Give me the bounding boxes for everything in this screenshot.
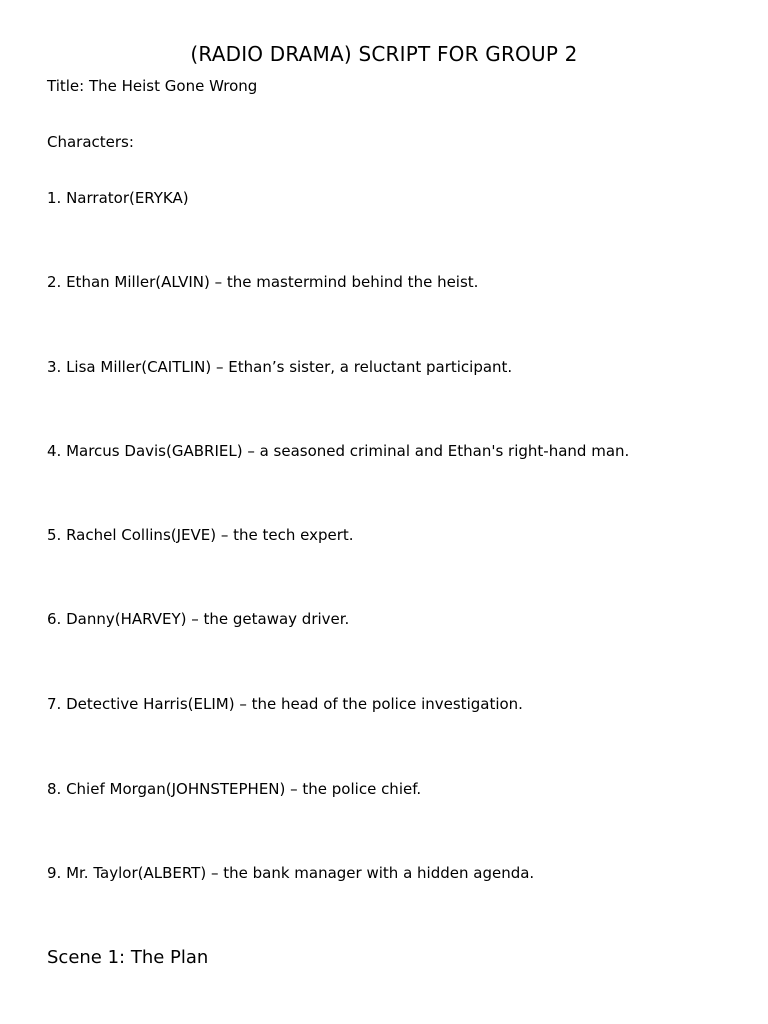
character-item-lisa: 3. Lisa Miller(CAITLIN) – Ethan’s sister, a reluctant participant. <box>47 358 513 376</box>
character-item-marcus: 4. Marcus Davis(GABRIEL) – a seasoned criminal and Ethan's right-hand man. <box>47 442 630 460</box>
character-item-ethan: 2. Ethan Miller(ALVIN) – the mastermind behind the heist. <box>47 273 479 291</box>
characters-heading: Characters: <box>47 133 134 151</box>
play-title: Title: The Heist Gone Wrong <box>47 77 258 95</box>
character-item-taylor: 9. Mr. Taylor(ALBERT) – the bank manager with a hidden agenda. <box>47 864 535 882</box>
character-item-harris: 7. Detective Harris(ELIM) – the head of the police investigation. <box>47 695 523 713</box>
character-item-danny: 6. Danny(HARVEY) – the getaway driver. <box>47 610 350 628</box>
character-item-morgan: 8. Chief Morgan(JOHNSTEPHEN) – the police chief. <box>47 780 422 798</box>
character-item-narrator: 1. Narrator(ERYKA) <box>47 189 189 207</box>
scene-heading: Scene 1: The Plan <box>47 947 209 968</box>
character-item-rachel: 5. Rachel Collins(JEVE) – the tech expert. <box>47 526 354 544</box>
document-title: (RADIO DRAMA) SCRIPT FOR GROUP 2 <box>190 42 578 66</box>
